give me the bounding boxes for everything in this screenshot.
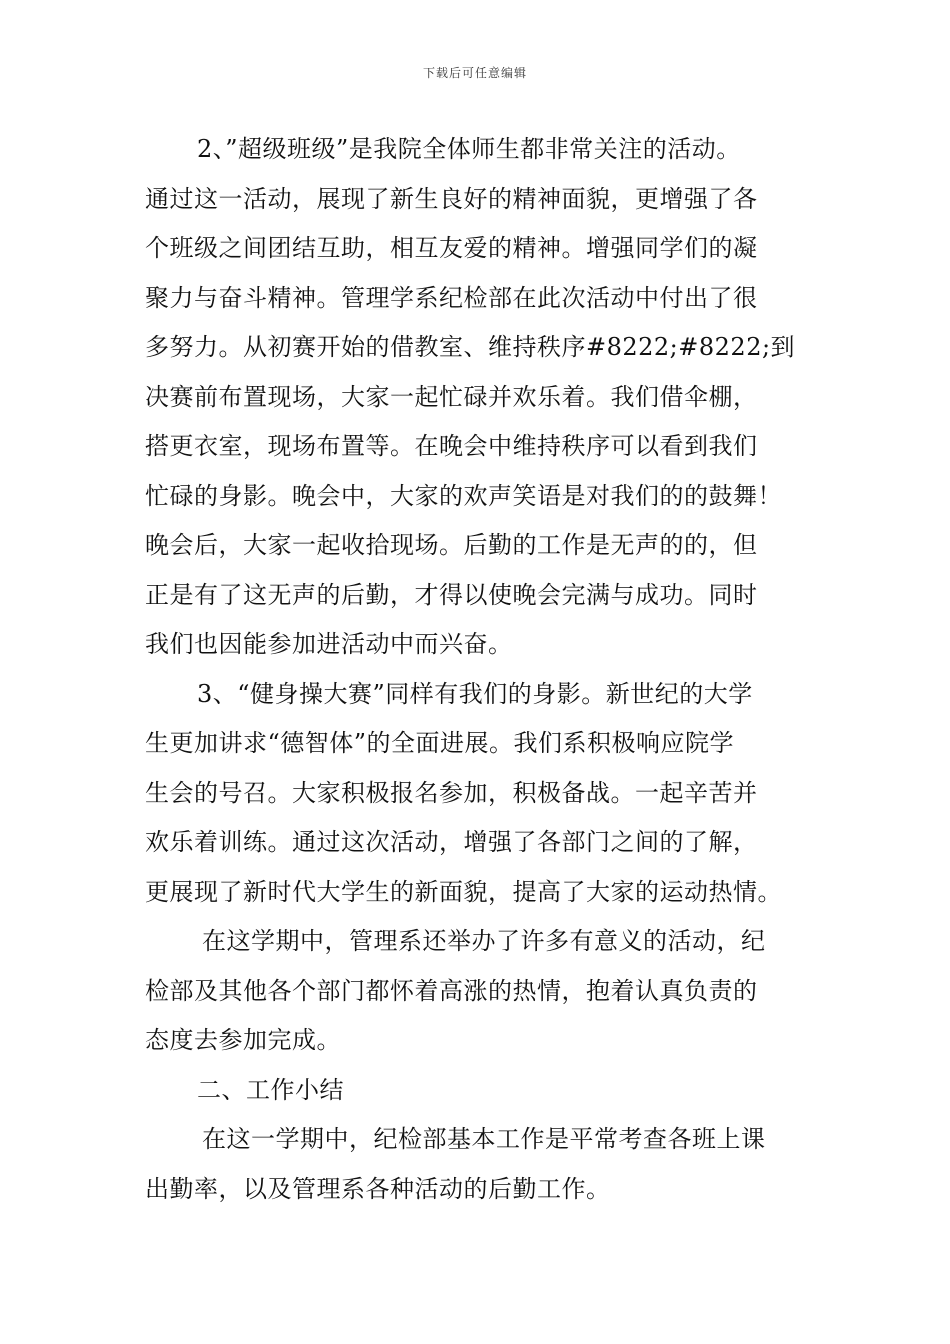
- paragraph-super-class-line-6: 决赛前布置现场，大家一起忙碌并欢乐着。我们借伞棚，: [145, 382, 758, 411]
- section-heading-work-summary: 二、工作小结: [197, 1075, 344, 1104]
- paragraph-super-class-line-7: 搭更衣室，现场布置等。在晚会中维持秩序可以看到我们: [145, 432, 758, 460]
- paragraph-fitness-line-1: 3、“健身操大赛”同样有我们的身影。新世纪的大学: [197, 679, 753, 708]
- paragraph-super-class-line-2: 通过这一活动，展现了新生良好的精神面貌，更增强了各: [145, 184, 758, 213]
- paragraph-super-class-line-4: 聚力与奋斗精神。管理学系纪检部在此次活动中付出了很: [145, 283, 758, 312]
- paragraph-super-class-line-3: 个班级之间团结互助，相互友爱的精神。增强同学们的凝: [145, 234, 758, 262]
- document-body: [145, 125, 810, 1214]
- paragraph-super-class-line-1: 2、”超级班级”是我院全体师生都非常关注的活动。: [197, 135, 741, 163]
- paragraph-summary-line-2: 出勤率，以及管理系各种活动的后勤工作。: [145, 1174, 611, 1203]
- page-header: 下载后可任意编辑: [422, 66, 527, 80]
- paragraph-super-class-line-9: 晚会后，大家一起收拾现场。后勤的工作是无声的的，但: [145, 531, 758, 559]
- paragraph-super-class-line-5: 多努力。从初赛开始的借教室、维持秩序#8222;#8222;到: [145, 333, 796, 361]
- paragraph-fitness-line-4: 欢乐着训练。通过这次活动，增强了各部门之间的了解，: [145, 828, 758, 856]
- paragraph-semester-line-2: 检部及其他各个部门都怀着高涨的热情，抱着认真负责的: [145, 976, 758, 1005]
- paragraph-fitness-line-5: 更展现了新时代大学生的新面貌，提高了大家的运动热情。: [145, 877, 782, 906]
- paragraph-summary-line-1: 在这一学期中，纪检部基本工作是平常考查各班上课: [202, 1125, 766, 1153]
- paragraph-semester-line-3: 态度去参加完成。: [145, 1026, 341, 1054]
- paragraph-super-class-line-10: 正是有了这无声的后勤，才得以使晚会完满与成功。同时: [145, 580, 758, 609]
- paragraph-super-class-line-11: 我们也因能参加进活动中而兴奋。: [145, 630, 513, 658]
- paragraph-semester-line-1: 在这学期中，管理系还举办了许多有意义的活动，纪: [202, 927, 766, 955]
- paragraph-super-class-line-8: 忙碌的身影。晚会中，大家的欢声笑语是对我们的的鼓舞！: [145, 481, 782, 510]
- paragraph-fitness-line-3: 生会的号召。大家积极报名参加，积极备战。一起辛苦并: [145, 778, 758, 807]
- paragraph-fitness-line-2: 生更加讲求“德智体”的全面进展。我们系积极响应院学: [145, 729, 735, 757]
